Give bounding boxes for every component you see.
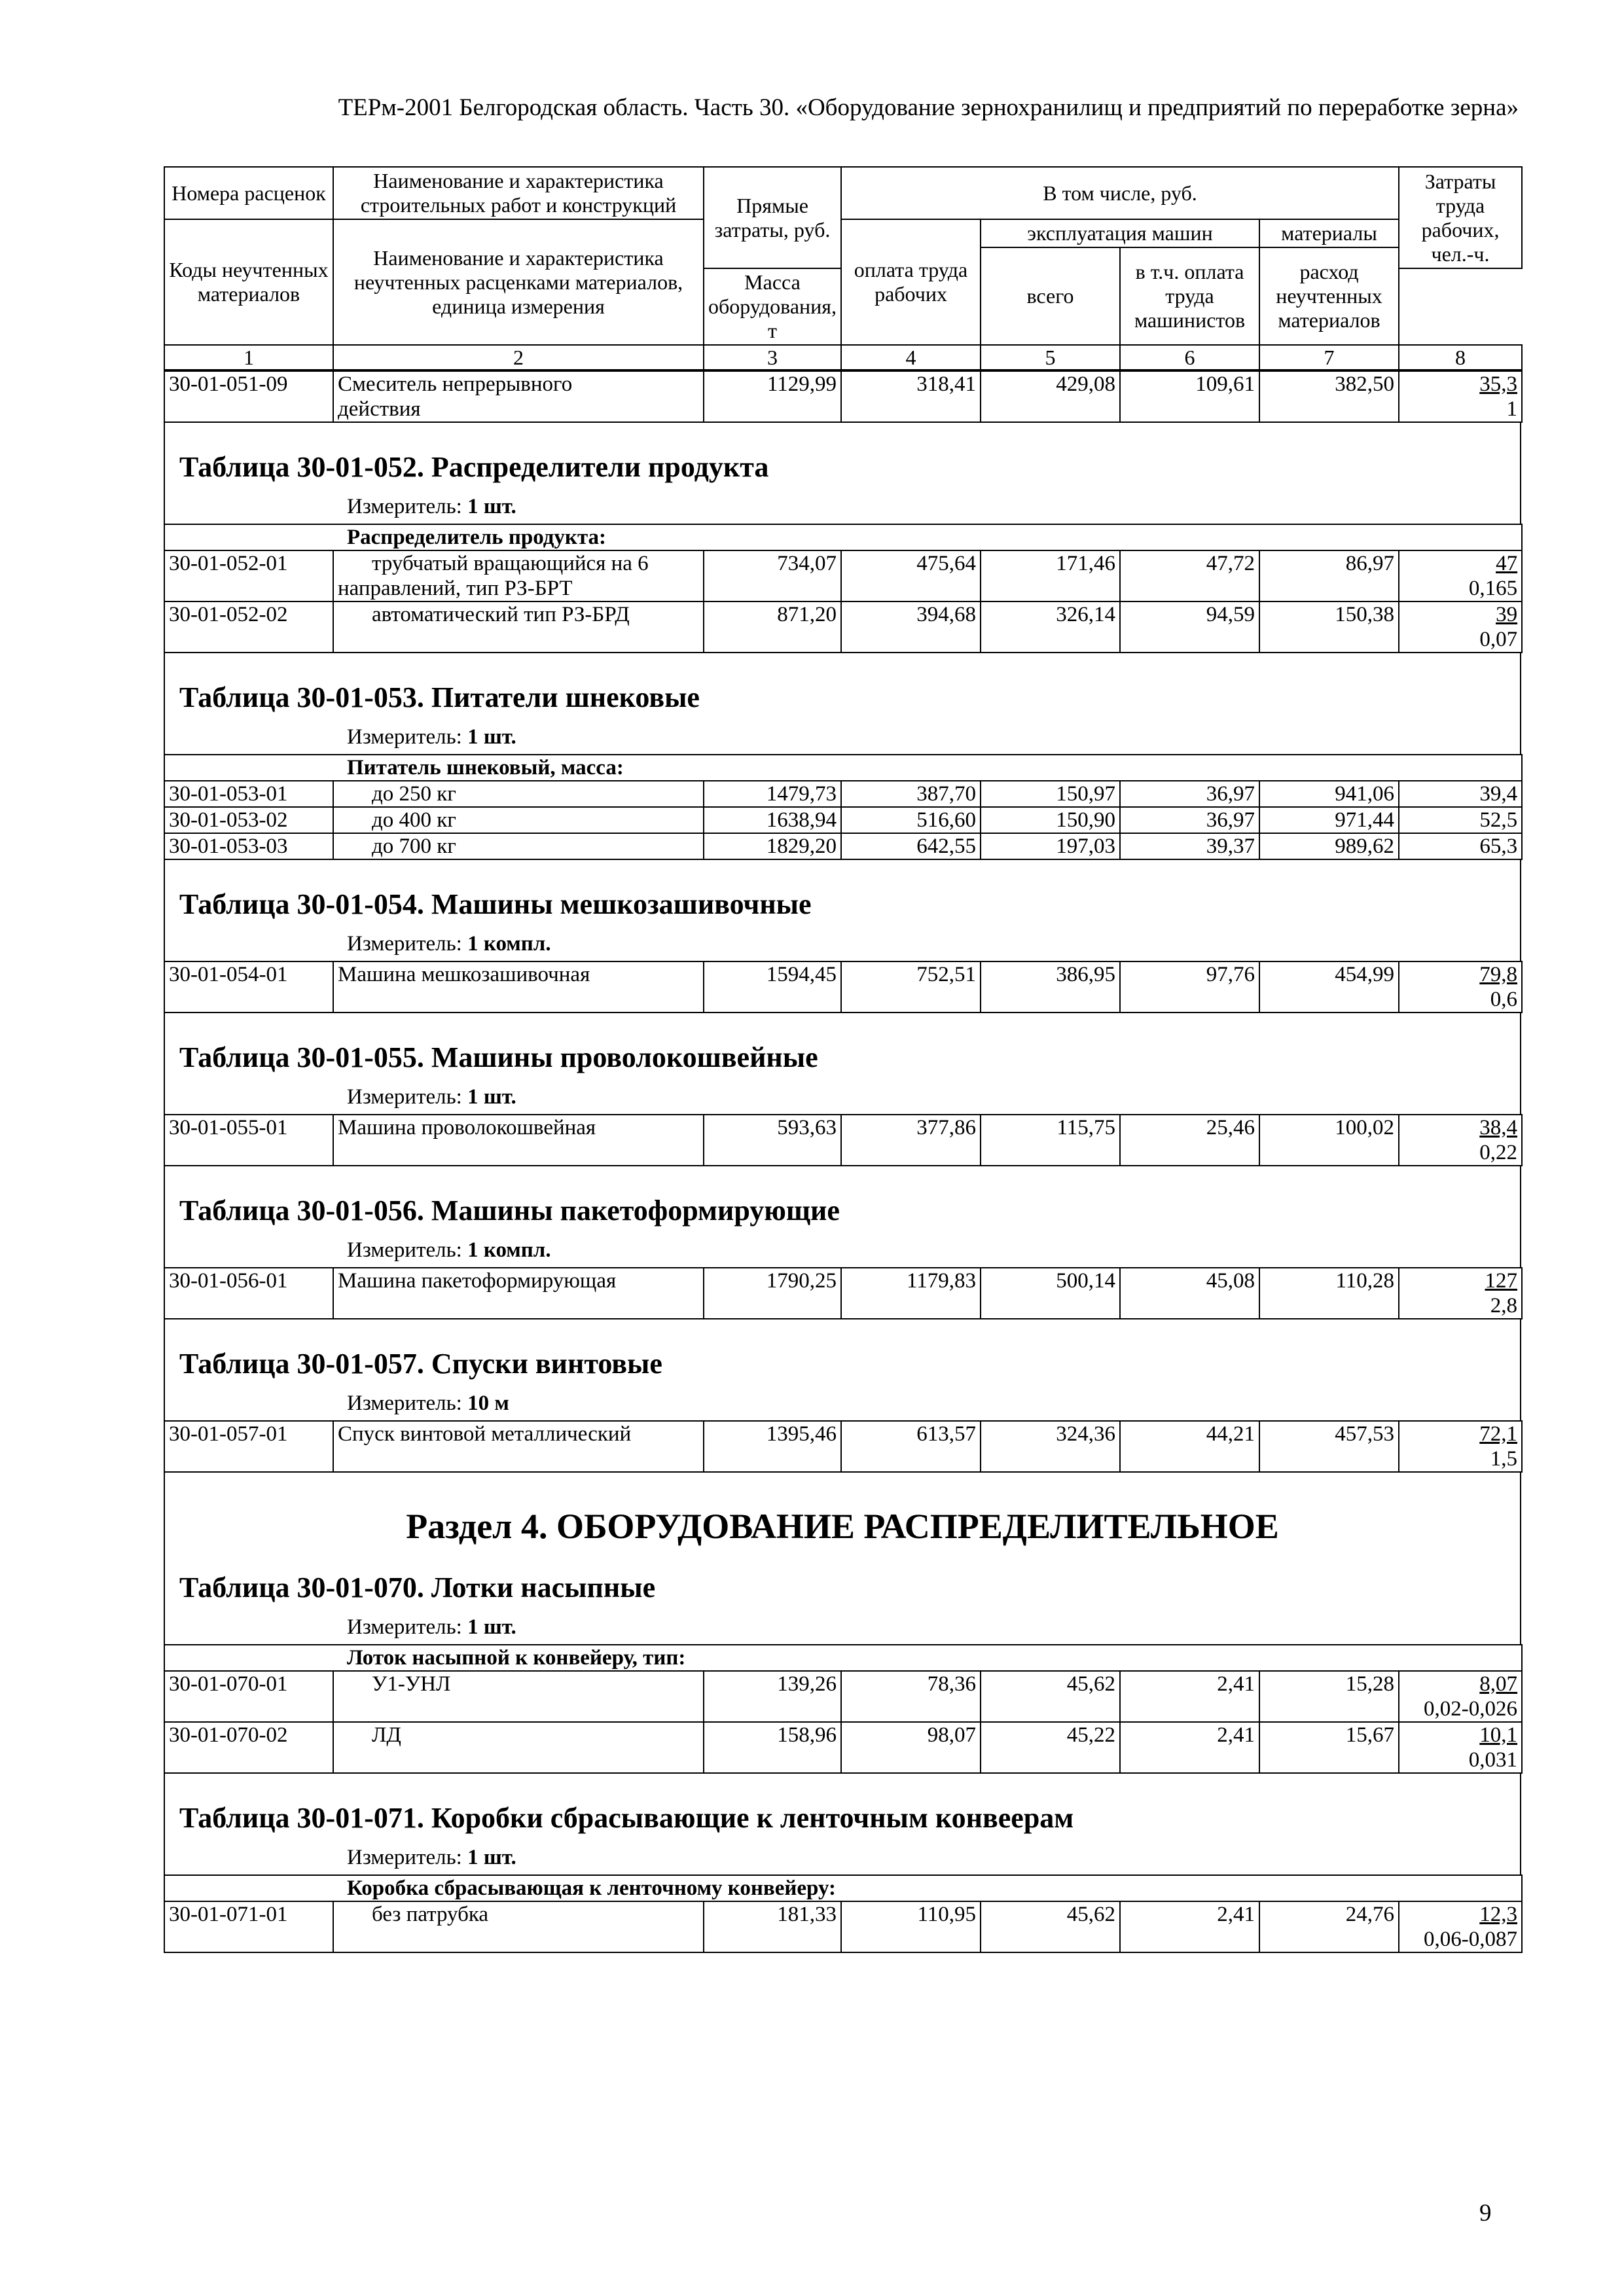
rate-row — [164, 370, 1523, 423]
table-section — [164, 1319, 1521, 1420]
equipment-mass: 0,07 — [1479, 628, 1518, 651]
col-number: 1 — [164, 345, 333, 370]
rate-code: 30-01-071-01 — [164, 1901, 333, 1952]
direct-costs: 1790,25 — [704, 1268, 841, 1319]
rate-code: 30-01-057-01 — [164, 1421, 333, 1472]
measure-label: Измеритель: — [347, 1085, 462, 1109]
table-title: Таблица 30-01-055. Машины проволокошвейные — [179, 1041, 818, 1073]
measure-value: 1 компл. — [467, 932, 551, 956]
measure-unit — [165, 493, 1520, 524]
col-including: В том числе, руб. — [841, 167, 1399, 219]
rate-name: Спуск винтовой металлический — [333, 1421, 704, 1472]
machine-total: 45,22 — [981, 1722, 1120, 1773]
measure-unit — [165, 931, 1520, 961]
machine-total: 45,62 — [981, 1901, 1120, 1952]
measure-unit — [165, 1844, 1520, 1874]
machine-total: 45,62 — [981, 1671, 1120, 1722]
operator-pay: 36,97 — [1120, 781, 1259, 807]
table-section — [164, 423, 1521, 524]
labor-mass — [1399, 1671, 1522, 1722]
rate-group — [164, 961, 1523, 1013]
col-number: 2 — [333, 345, 704, 370]
labor-mass — [1399, 1421, 1522, 1472]
materials: 86,97 — [1259, 550, 1399, 601]
materials: 457,53 — [1259, 1421, 1399, 1472]
rate-code: 30-01-070-01 — [164, 1671, 333, 1722]
rate-name: Машина мешкозашивочная — [333, 961, 704, 1013]
table-section — [164, 1013, 1521, 1114]
measure-value: 1 шт. — [467, 495, 516, 518]
rate-name-line: действия — [338, 397, 421, 421]
subgroup-title: Коробка сбрасывающая к ленточному конвейеру: — [164, 1875, 1522, 1901]
col-equipment-mass: Масса оборудования, т — [704, 268, 841, 345]
machine-total: 150,90 — [981, 807, 1120, 833]
direct-costs: 1594,45 — [704, 961, 841, 1013]
labor-costs: 10,1 — [1479, 1723, 1518, 1747]
materials: 382,50 — [1259, 371, 1399, 422]
equipment-mass: 2,8 — [1490, 1294, 1517, 1318]
rate-code: 30-01-054-01 — [164, 961, 333, 1013]
operator-pay: 94,59 — [1120, 601, 1259, 653]
materials: 150,38 — [1259, 601, 1399, 653]
direct-costs: 158,96 — [704, 1722, 841, 1773]
worker-pay: 387,70 — [841, 781, 981, 807]
direct-costs: 181,33 — [704, 1901, 841, 1952]
materials: 110,28 — [1259, 1268, 1399, 1319]
labor-mass — [1399, 1268, 1522, 1319]
table-header — [164, 166, 1523, 370]
measure-unit — [165, 724, 1520, 754]
measure-label: Измеритель: — [347, 1238, 462, 1262]
direct-costs: 593,63 — [704, 1115, 841, 1166]
worker-pay: 642,55 — [841, 833, 981, 859]
worker-pay: 110,95 — [841, 1901, 981, 1952]
col-direct-costs: Прямые затраты, руб. — [704, 167, 841, 268]
rate-code: 30-01-051-09 — [164, 371, 333, 422]
worker-pay: 394,68 — [841, 601, 981, 653]
rate-name — [333, 371, 704, 422]
rate-group — [164, 1644, 1523, 1774]
operator-pay: 45,08 — [1120, 1268, 1259, 1319]
machine-total: 429,08 — [981, 371, 1120, 422]
direct-costs: 871,20 — [704, 601, 841, 653]
operator-pay: 2,41 — [1120, 1722, 1259, 1773]
subgroup-title: Лоток насыпной к конвейеру, тип: — [164, 1645, 1522, 1671]
measure-value: 1 компл. — [467, 1238, 551, 1262]
table-title: Таблица 30-01-053. Питатели шнековые — [179, 681, 700, 713]
materials: 15,67 — [1259, 1722, 1399, 1773]
operator-pay: 39,37 — [1120, 833, 1259, 859]
materials: 971,44 — [1259, 807, 1399, 833]
labor-mass — [1399, 1115, 1522, 1166]
col-material-codes: Коды неучтенных материалов — [164, 219, 333, 345]
direct-costs: 1829,20 — [704, 833, 841, 859]
col-material-consumption: расход неучтенных материалов — [1259, 247, 1399, 345]
direct-costs: 139,26 — [704, 1671, 841, 1722]
labor-mass — [1399, 601, 1522, 653]
rate-name: Машина проволокошвейная — [333, 1115, 704, 1166]
rate-code: 30-01-052-01 — [164, 550, 333, 601]
worker-pay: 377,86 — [841, 1115, 981, 1166]
materials: 454,99 — [1259, 961, 1399, 1013]
materials: 989,62 — [1259, 833, 1399, 859]
equipment-mass: 0,06-0,087 — [1424, 1928, 1517, 1951]
table-title: Таблица 30-01-054. Машины мешкозашивочные — [179, 888, 812, 920]
worker-pay: 78,36 — [841, 1671, 981, 1722]
page-number: 9 — [1479, 2200, 1492, 2227]
subgroup-title: Распределитель продукта: — [164, 524, 1522, 550]
rate-code: 30-01-056-01 — [164, 1268, 333, 1319]
measure-label: Измеритель: — [347, 1391, 462, 1415]
measure-value: 1 шт. — [467, 1846, 516, 1869]
rate-group — [164, 1114, 1523, 1166]
labor-costs: 39 — [1496, 603, 1518, 626]
machine-total: 500,14 — [981, 1268, 1120, 1319]
col-rate-number: Номера расценок — [164, 167, 333, 219]
worker-pay: 1179,83 — [841, 1268, 981, 1319]
col-number: 8 — [1399, 345, 1522, 370]
measure-label: Измеритель: — [347, 725, 462, 749]
labor-costs: 8,07 — [1479, 1672, 1518, 1696]
rate-name: автоматический тип РЗ-БРД — [333, 601, 704, 653]
measure-unit — [165, 1390, 1520, 1420]
labor-costs: 12,3 — [1479, 1903, 1517, 1926]
labor-costs: 38,4 — [1479, 1116, 1517, 1139]
rate-code: 30-01-055-01 — [164, 1115, 333, 1166]
worker-pay: 752,51 — [841, 961, 981, 1013]
rate-group — [164, 754, 1523, 860]
table-section — [164, 1166, 1521, 1267]
materials: 941,06 — [1259, 781, 1399, 807]
labor-costs: 65,3 — [1399, 833, 1522, 859]
col-number: 6 — [1120, 345, 1259, 370]
direct-costs: 734,07 — [704, 550, 841, 601]
direct-costs: 1395,46 — [704, 1421, 841, 1472]
col-material-names: Наименование и характеристика неучтенных расценками материалов, единица измерения — [333, 219, 704, 345]
operator-pay: 44,21 — [1120, 1421, 1259, 1472]
labor-costs: 52,5 — [1399, 807, 1522, 833]
table-section — [164, 1473, 1521, 1644]
machine-total: 386,95 — [981, 961, 1120, 1013]
operator-pay: 25,46 — [1120, 1115, 1259, 1166]
table-section — [164, 860, 1521, 961]
measure-value: 10 м — [467, 1391, 509, 1415]
labor-costs: 79,8 — [1479, 963, 1517, 986]
equipment-mass: 1,5 — [1490, 1447, 1517, 1471]
col-number: 7 — [1259, 345, 1399, 370]
worker-pay: 475,64 — [841, 550, 981, 601]
operator-pay: 97,76 — [1120, 961, 1259, 1013]
operator-pay: 47,72 — [1120, 550, 1259, 601]
worker-pay: 613,57 — [841, 1421, 981, 1472]
rate-group — [164, 1267, 1523, 1319]
rate-name: ЛД — [333, 1722, 704, 1773]
materials: 24,76 — [1259, 1901, 1399, 1952]
labor-costs: 39,4 — [1399, 781, 1522, 807]
section-title: Раздел 4. ОБОРУДОВАНИЕ РАСПРЕДЕЛИТЕЛЬНОЕ — [406, 1507, 1279, 1546]
running-header: ТЕРм-2001 Белгородская область. Часть 30. «Оборудование зернохранилищ и предприятий по переработке зерна» — [338, 94, 1519, 121]
equipment-mass: 0,031 — [1468, 1748, 1518, 1772]
table-title: Таблица 30-01-070. Лотки насыпные — [179, 1571, 656, 1604]
measure-unit — [165, 1614, 1520, 1644]
col-number: 3 — [704, 345, 841, 370]
rate-group — [164, 1420, 1523, 1473]
equipment-mass: 0,6 — [1490, 988, 1517, 1011]
labor-mass — [1399, 550, 1522, 601]
equipment-mass: 0,02-0,026 — [1424, 1697, 1518, 1721]
rate-name-line: Смеситель непрерывного — [338, 372, 573, 396]
price-table — [164, 166, 1521, 1953]
worker-pay: 516,60 — [841, 807, 981, 833]
operator-pay: 109,61 — [1120, 371, 1259, 422]
col-number: 5 — [981, 345, 1120, 370]
rate-name: до 700 кг — [333, 833, 704, 859]
rate-group — [164, 1874, 1523, 1953]
equipment-mass: 0,22 — [1479, 1141, 1517, 1164]
col-work-name: Наименование и характеристика строительных работ и конструкций — [333, 167, 704, 219]
col-machine-operation: эксплуатация машин — [981, 219, 1259, 247]
equipment-mass: 1 — [1506, 397, 1517, 421]
col-worker-pay: оплата труда рабочих — [841, 219, 981, 345]
table-title: Таблица 30-01-052. Распределители продукта — [179, 451, 769, 483]
direct-costs: 1479,73 — [704, 781, 841, 807]
table-title: Таблица 30-01-057. Спуски винтовые — [179, 1348, 662, 1380]
rate-code: 30-01-053-01 — [164, 781, 333, 807]
measure-value: 1 шт. — [467, 725, 516, 749]
materials: 15,28 — [1259, 1671, 1399, 1722]
rate-name: Машина пакетоформирующая — [333, 1268, 704, 1319]
labor-mass — [1399, 1901, 1522, 1952]
rate-code: 30-01-053-02 — [164, 807, 333, 833]
operator-pay: 2,41 — [1120, 1671, 1259, 1722]
rate-name-line: направлений, тип РЗ-БРТ — [338, 577, 573, 600]
rate-code: 30-01-070-02 — [164, 1722, 333, 1773]
rate-group — [164, 524, 1523, 653]
table-section — [164, 1774, 1521, 1874]
labor-costs: 127 — [1485, 1269, 1517, 1293]
worker-pay: 98,07 — [841, 1722, 981, 1773]
measure-label: Измеритель: — [347, 1615, 462, 1639]
labor-costs: 72,1 — [1479, 1422, 1517, 1446]
machine-total: 150,97 — [981, 781, 1120, 807]
operator-pay: 2,41 — [1120, 1901, 1259, 1952]
machine-total: 197,03 — [981, 833, 1120, 859]
labor-costs: 47 — [1496, 552, 1518, 575]
table-section — [164, 653, 1521, 754]
labor-mass — [1399, 961, 1522, 1013]
equipment-mass: 0,165 — [1468, 577, 1518, 600]
rate-name: У1-УНЛ — [333, 1671, 704, 1722]
machine-total: 326,14 — [981, 601, 1120, 653]
col-labor-costs: Затраты труда рабочих, чел.-ч. — [1399, 167, 1522, 268]
direct-costs: 1129,99 — [704, 371, 841, 422]
table-title: Таблица 30-01-056. Машины пакетоформирующие — [179, 1194, 840, 1227]
measure-label: Измеритель: — [347, 932, 462, 956]
rate-code: 30-01-053-03 — [164, 833, 333, 859]
col-operator-pay: в т.ч. оплата труда машинистов — [1120, 247, 1259, 345]
measure-unit — [165, 1237, 1520, 1267]
subgroup-title: Питатель шнековый, масса: — [164, 755, 1522, 781]
labor-costs: 35,3 — [1479, 372, 1517, 396]
rate-name: до 250 кг — [333, 781, 704, 807]
machine-total: 324,36 — [981, 1421, 1120, 1472]
col-number: 4 — [841, 345, 981, 370]
labor-mass — [1399, 371, 1522, 422]
rate-name-line: трубчатый вращающийся на 6 — [372, 552, 649, 575]
labor-mass — [1399, 1722, 1522, 1773]
measure-label: Измеритель: — [347, 495, 462, 518]
measure-label: Измеритель: — [347, 1846, 462, 1869]
materials: 100,02 — [1259, 1115, 1399, 1166]
direct-costs: 1638,94 — [704, 807, 841, 833]
rate-name — [333, 550, 704, 601]
col-machine-total: всего — [981, 247, 1120, 345]
machine-total: 171,46 — [981, 550, 1120, 601]
rate-code: 30-01-052-02 — [164, 601, 333, 653]
rate-name: до 400 кг — [333, 807, 704, 833]
col-materials: материалы — [1259, 219, 1399, 247]
measure-value: 1 шт. — [467, 1085, 516, 1109]
measure-unit — [165, 1084, 1520, 1114]
worker-pay: 318,41 — [841, 371, 981, 422]
table-title: Таблица 30-01-071. Коробки сбрасывающие к ленточным конвеерам — [179, 1802, 1074, 1834]
measure-value: 1 шт. — [467, 1615, 516, 1639]
operator-pay: 36,97 — [1120, 807, 1259, 833]
rate-name: без патрубка — [333, 1901, 704, 1952]
machine-total: 115,75 — [981, 1115, 1120, 1166]
